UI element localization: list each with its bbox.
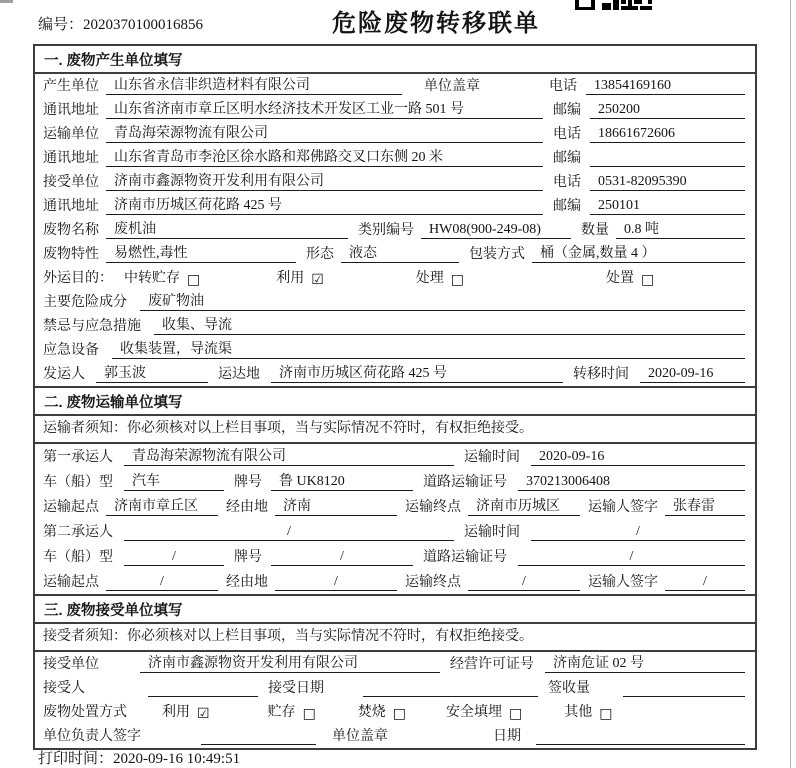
receiver-zip-value: 250101 — [590, 198, 745, 215]
disposal-method-row — [35, 700, 755, 724]
accept-date-value — [363, 696, 538, 697]
section-receiver — [35, 594, 755, 748]
accept-unit-label: 接受单位 — [43, 657, 99, 672]
acceptor-label: 接受人 — [43, 681, 85, 696]
route-start-label-1: 运输起点 — [43, 500, 99, 515]
purpose-utilize-checkbox: ☑ — [311, 272, 324, 288]
waste-form-label: 形态 — [306, 247, 334, 262]
route-start-value-1: 济南市章丘区 — [106, 495, 218, 516]
receiver-notice-row — [35, 624, 755, 652]
carrier-sign-value-2: / — [665, 574, 745, 591]
first-carrier-row — [35, 444, 755, 469]
transfer-time-label: 转移时间 — [573, 367, 629, 382]
signed-quantity-value — [623, 696, 745, 697]
route-start-value-2: / — [106, 574, 218, 591]
print-time-line — [38, 747, 240, 768]
receiver-address-row — [35, 194, 755, 218]
qr-code-fragment-icon — [574, 0, 656, 11]
taboo-measures-value: 收集、导流 — [154, 314, 745, 335]
road-permit-value-1: 370213006408 — [518, 474, 745, 491]
plate-value-1: 鲁 UK8120 — [271, 470, 413, 491]
accept-unit-value: 济南市鑫源物资开发利用有限公司 — [140, 652, 440, 673]
dispatcher-label: 发运人 — [43, 367, 85, 382]
vehicle-type-label-2: 车（船）型 — [43, 550, 113, 565]
acceptor-row — [35, 676, 755, 700]
generator-address-row — [35, 98, 755, 122]
receiver-unit-label: 接受单位 — [43, 175, 99, 190]
vehicle-type-label-1: 车（船）型 — [43, 475, 113, 490]
disposal-other-label: 其他 — [564, 705, 593, 720]
disposal-landfill-checkbox: □ — [509, 706, 523, 722]
waste-trait-label: 废物特性 — [43, 247, 99, 262]
destination-value: 济南市历城区荷花路 425 号 — [271, 362, 563, 383]
emergency-equipment-value: 收集装置，导流渠 — [112, 338, 745, 359]
license-value: 济南危证 02 号 — [545, 652, 745, 673]
dispatch-row — [35, 362, 755, 386]
purpose-option-treat — [416, 267, 464, 287]
receiver-address-label: 通讯地址 — [43, 199, 99, 214]
transfer-purpose-label: 外运目的： — [43, 271, 113, 286]
accept-unit-row — [35, 652, 755, 676]
carrier-sign-value-1: 张春雷 — [665, 495, 745, 516]
first-carrier-label: 第一承运人 — [43, 450, 113, 465]
generator-address-label: 通讯地址 — [43, 103, 99, 118]
transporter-zip-label: 邮编 — [553, 151, 581, 166]
transporter-address-row — [35, 146, 755, 170]
main-hazard-row — [35, 290, 755, 314]
transport-time-label-1: 运输时间 — [464, 450, 520, 465]
purpose-transit-checkbox: □ — [187, 272, 201, 288]
route-end-value-2: / — [468, 574, 580, 591]
packaging-value: 桶（金属,数量 4 ） — [532, 242, 745, 263]
disposal-option-utilize — [162, 701, 210, 721]
route-via-label-2: 经由地 — [226, 575, 268, 590]
disposal-store-checkbox: □ — [302, 706, 316, 722]
signed-quantity-label: 签收量 — [548, 681, 590, 696]
purpose-transit-label: 中转贮存 — [124, 271, 180, 286]
receiver-phone-label: 电话 — [553, 175, 581, 190]
disposal-option-other — [564, 701, 612, 721]
acceptor-value — [148, 696, 258, 697]
purpose-option-transit — [124, 267, 200, 287]
serial-number: 2020370100016856 — [83, 17, 204, 33]
road-permit-label-2: 道路运输证号 — [423, 550, 507, 565]
route-via-label-1: 经由地 — [226, 500, 268, 515]
disposal-option-incinerate — [358, 701, 406, 721]
main-hazard-label: 主要危险成分 — [43, 295, 127, 310]
responsible-sign-row — [35, 724, 755, 748]
receiver-phone-value: 0531-82095390 — [590, 174, 745, 191]
waste-trait-row — [35, 242, 755, 266]
transfer-purpose-row — [35, 266, 755, 290]
generator-phone-value: 13854169160 — [586, 78, 745, 95]
carrier-sign-label-1: 运输人签字 — [588, 500, 658, 515]
section-receiver-header: 三. 废物接受单位填写 — [35, 596, 755, 624]
purpose-treat-label: 处理 — [415, 271, 444, 286]
packaging-label: 包装方式 — [469, 247, 525, 262]
transporter-unit-label: 运输单位 — [43, 127, 99, 142]
disposal-landfill-label: 安全填埋 — [446, 705, 503, 720]
route-end-value-1: 济南市历城区 — [468, 495, 580, 516]
purpose-dispose-checkbox: □ — [641, 272, 655, 288]
dispatcher-value: 郭玉波 — [96, 362, 208, 383]
route-row-2 — [35, 569, 755, 594]
disposal-option-store — [268, 701, 316, 721]
waste-quantity-label: 数量 — [581, 223, 609, 238]
vehicle-row-2 — [35, 544, 755, 569]
plate-label-1: 牌号 — [234, 475, 262, 490]
print-time-value: 2020-09-16 10:49:51 — [113, 751, 241, 767]
receiver-notice-text: 你必须核对以上栏目事项，当与实际情况不符时，有权拒绝接受。 — [127, 629, 533, 644]
waste-category-label: 类别编号 — [358, 223, 414, 238]
transporter-address-value: 山东省青岛市李沧区徐水路和郑佛路交叉口东侧 20 米 — [106, 146, 543, 167]
generator-phone-label: 电话 — [549, 79, 577, 94]
purpose-option-dispose — [606, 267, 654, 287]
receiver-notice-label: 接受者须知： — [43, 629, 127, 644]
sign-date-value — [536, 744, 745, 745]
accept-date-label: 接受日期 — [268, 681, 324, 696]
waste-trait-value: 易燃性,毒性 — [106, 242, 296, 263]
disposal-incinerate-label: 焚烧 — [357, 705, 386, 720]
vehicle-row-1 — [35, 469, 755, 494]
section-transporter-header: 二. 废物运输单位填写 — [35, 388, 755, 416]
serial-label: 编号： — [38, 17, 84, 33]
section-producer — [35, 46, 755, 386]
waste-category-value: HW08(900-249-08) — [421, 222, 571, 239]
route-row-1 — [35, 494, 755, 519]
waste-name-value: 废机油 — [106, 218, 348, 239]
page-title: 危险废物转移联单 — [332, 10, 540, 37]
unit-seal-label: 单位盖章 — [424, 79, 480, 94]
road-permit-value-2: / — [518, 549, 745, 566]
taboo-measures-label: 禁忌与应急措施 — [43, 319, 141, 334]
unit-seal-label-3: 单位盖章 — [332, 729, 388, 744]
waste-form-value: 液态 — [341, 242, 459, 263]
waste-name-row — [35, 218, 755, 242]
emergency-equipment-label: 应急设备 — [43, 343, 99, 358]
print-time-label: 打印时间： — [38, 751, 114, 767]
road-permit-label-1: 道路运输证号 — [423, 475, 507, 490]
manifest-form — [33, 44, 757, 750]
first-carrier-value: 青岛海荣源物流有限公司 — [124, 445, 454, 466]
receiver-zip-label: 邮编 — [553, 199, 581, 214]
receiver-address-value: 济南市历城区荷花路 425 号 — [106, 194, 543, 215]
route-via-value-1: 济南 — [275, 495, 397, 516]
generator-zip-label: 邮编 — [553, 103, 581, 118]
responsible-sign-label: 单位负责人签字 — [43, 729, 141, 744]
transport-time-value-2: / — [531, 524, 745, 541]
transfer-time-value: 2020-09-16 — [640, 366, 745, 383]
sign-date-label: 日期 — [493, 729, 521, 744]
transporter-notice-label: 运输者须知： — [43, 421, 127, 436]
disposal-incinerate-checkbox: □ — [392, 706, 407, 722]
generator-zip-value: 250200 — [590, 102, 745, 119]
main-hazard-value: 废矿物油 — [140, 290, 745, 311]
receiver-unit-value: 济南市鑫源物资开发利用有限公司 — [106, 170, 543, 191]
disposal-option-landfill — [446, 701, 522, 721]
transport-time-value-1: 2020-09-16 — [531, 449, 745, 466]
serial-line — [38, 13, 203, 34]
route-start-label-2: 运输起点 — [43, 575, 99, 590]
vehicle-type-value-1: 汽车 — [124, 470, 224, 491]
second-carrier-label: 第二承运人 — [43, 525, 113, 540]
purpose-utilize-label: 利用 — [276, 271, 305, 286]
disposal-other-checkbox: □ — [599, 706, 613, 722]
purpose-dispose-label: 处置 — [606, 271, 635, 286]
license-label: 经营许可证号 — [450, 657, 534, 672]
section-transporter — [35, 386, 755, 594]
receiver-unit-row — [35, 170, 755, 194]
purpose-treat-checkbox: □ — [450, 272, 465, 288]
transporter-notice-text: 你必须核对以上栏目事项，当与实际情况不符时，有权拒绝接受。 — [127, 421, 533, 436]
plate-label-2: 牌号 — [234, 550, 262, 565]
carrier-sign-label-2: 运输人签字 — [588, 575, 658, 590]
emergency-equipment-row — [35, 338, 755, 362]
waste-name-label: 废物名称 — [43, 223, 99, 238]
generator-address-value: 山东省济南市章丘区明水经济技术开发区工业一路 501 号 — [106, 98, 543, 119]
destination-label: 运达地 — [218, 367, 260, 382]
route-end-label-1: 运输终点 — [405, 500, 461, 515]
route-end-label-2: 运输终点 — [405, 575, 461, 590]
disposal-store-label: 贮存 — [267, 705, 296, 720]
purpose-option-utilize — [276, 267, 324, 287]
transporter-phone-label: 电话 — [553, 127, 581, 142]
plate-value-2: / — [271, 549, 413, 566]
generator-unit-row — [35, 74, 755, 98]
responsible-sign-value — [201, 744, 316, 745]
waste-quantity-value: 0.8 吨 — [616, 218, 745, 239]
section-producer-header: 一. 废物产生单位填写 — [35, 46, 755, 74]
transport-time-label-2: 运输时间 — [464, 525, 520, 540]
transporter-unit-value: 青岛海荣源物流有限公司 — [106, 122, 543, 143]
transporter-address-label: 通讯地址 — [43, 151, 99, 166]
disposal-utilize-label: 利用 — [162, 705, 190, 720]
disposal-utilize-checkbox: ☑ — [197, 706, 210, 722]
transporter-unit-row — [35, 122, 755, 146]
generator-unit-label: 产生单位 — [43, 79, 99, 94]
route-via-value-2: / — [275, 574, 397, 591]
transporter-phone-value: 18661672606 — [590, 126, 745, 143]
second-carrier-row — [35, 519, 755, 544]
taboo-measures-row — [35, 314, 755, 338]
page-corner-mark — [0, 0, 13, 3]
page-edge-line — [790, 0, 791, 768]
generator-unit-value: 山东省永信非织造材料有限公司 — [106, 74, 402, 95]
vehicle-type-value-2: / — [124, 549, 224, 566]
transporter-notice-row — [35, 416, 755, 444]
transporter-zip-value — [590, 166, 745, 167]
second-carrier-value: / — [124, 524, 454, 541]
disposal-method-label: 废物处置方式 — [43, 705, 127, 720]
